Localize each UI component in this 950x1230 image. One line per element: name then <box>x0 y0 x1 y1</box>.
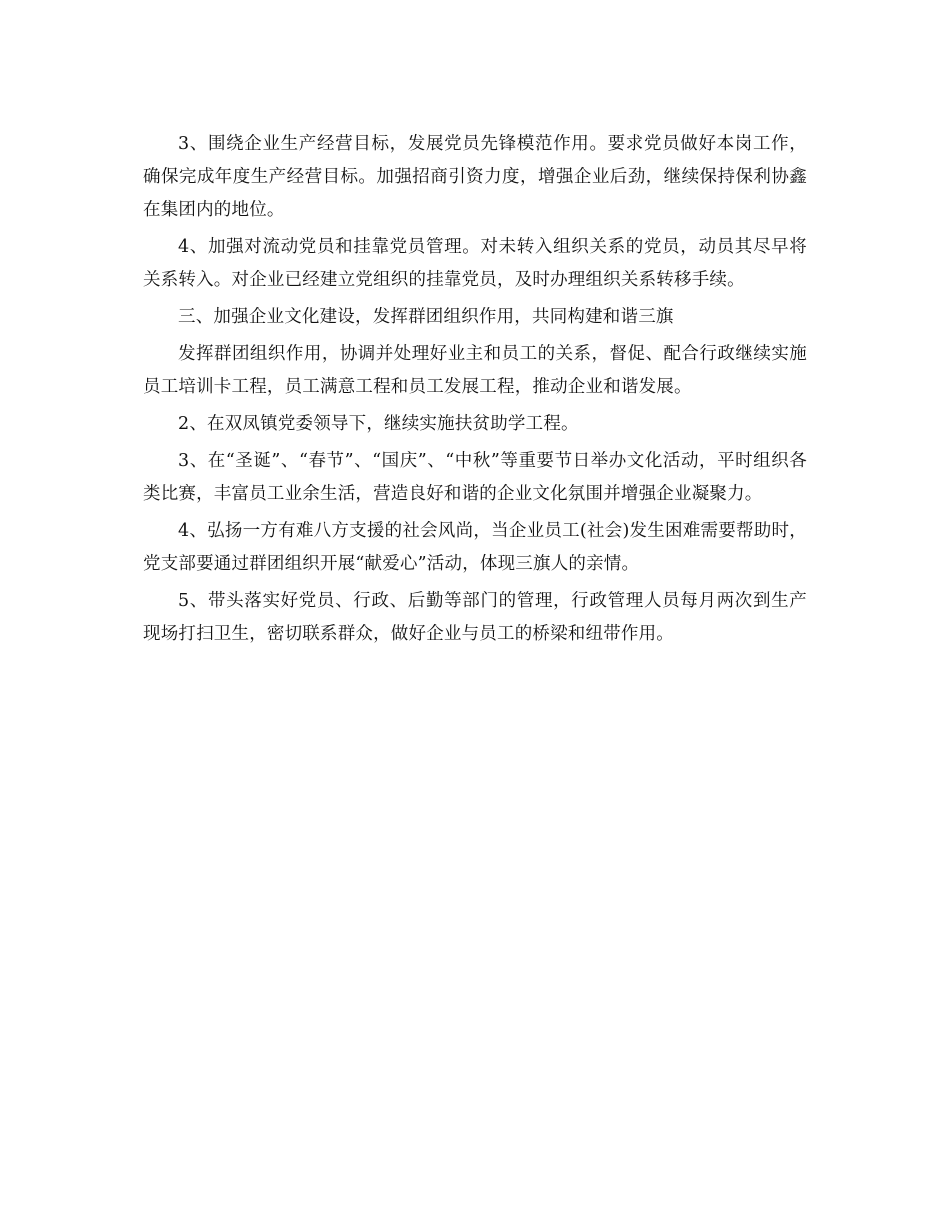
paragraph-department-management: 5、带头落实好党员、行政、后勤等部门的管理，行政管理人员每月两次到生产现场打扫卫生，密切联系群众，做好企业与员工的桥梁和纽带作用。 <box>143 591 807 644</box>
paragraph-member-management: 4、加强对流动党员和挂靠党员管理。对未转入组织关系的党员，动员其尽早将关系转入。对企业已经建立党组织的挂靠党员，及时办理组织关系转移手续。 <box>143 237 807 290</box>
paragraph-festival-activities: 3、在“圣诞”、“春节”、“国庆”、“中秋”等重要节日举办文化活动，平时组织各类比赛，丰富员工业余生活，营造良好和谐的企业文化氛围并增强企业凝聚力。 <box>143 451 807 504</box>
paragraph-poverty-aid: 2、在双凤镇党委领导下，继续实施扶贫助学工程。 <box>178 414 579 434</box>
paragraph-production-goals: 3、围绕企业生产经营目标，发展党员先锋模范作用。要求党员做好本岗工作，确保完成年度生产经营目标。加强招商引资力度，增强企业后劲，继续保持保利协鑫在集团内的地位。 <box>143 134 807 220</box>
section-heading-culture: 三、加强企业文化建设，发挥群团组织作用，共同构建和谐三旗 <box>178 307 674 327</box>
paragraph-mutual-support: 4、弘扬一方有难八方支援的社会风尚，当企业员工(社会)发生困难需要帮助时，党支部要通过群团组织开展“献爱心”活动，体现三旗人的亲情。 <box>143 521 807 574</box>
paragraph-group-organizations: 发挥群团组织作用，协调并处理好业主和员工的关系，督促、配合行政继续实施员工培训卡工程，员工满意工程和员工发展工程，推动企业和谐发展。 <box>143 344 807 397</box>
document-body <box>143 128 807 651</box>
